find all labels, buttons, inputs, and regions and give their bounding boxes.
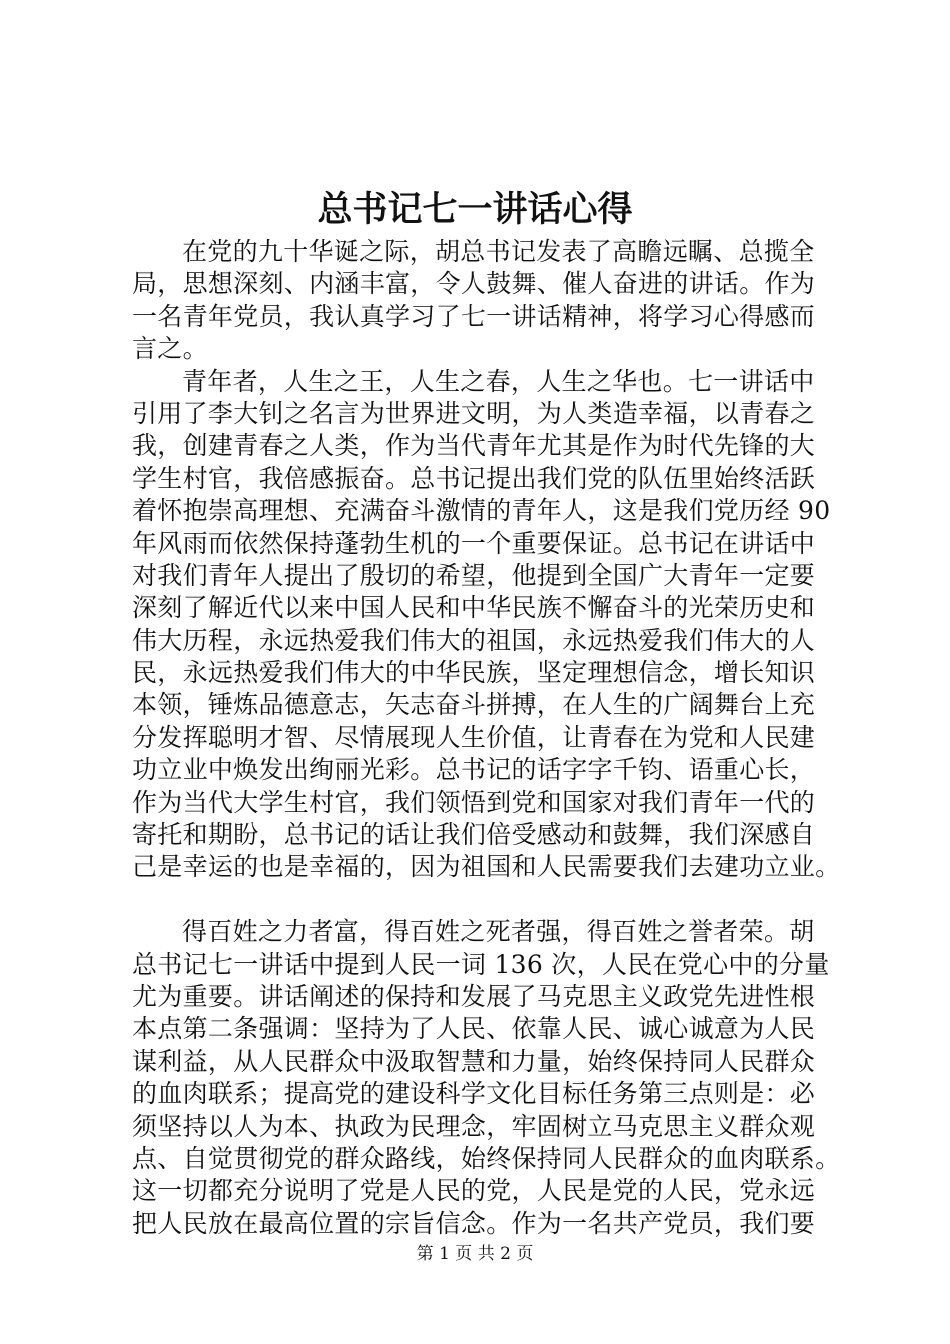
paragraph-spacer	[132, 884, 837, 916]
text-line: 一名青年党员，我认真学习了七一讲话精神，将学习心得感而	[132, 301, 816, 331]
text-line: 本点第二条强调：坚持为了人民、依靠人民、诚心诚意为人民	[132, 1014, 816, 1044]
text-line: 这一切都充分说明了党是人民的党，人民是党的人民，党永远	[132, 1176, 816, 1206]
text-line: 尤为重要。讲话阐述的保持和发展了马克思主义政党先进性根	[132, 981, 816, 1011]
text-line: 伟大历程，永远热爱我们伟大的祖国，永远热爱我们伟大的人	[132, 625, 816, 655]
text-line: 的血肉联系；提高党的建设科学文化目标任务第三点则是：必	[132, 1079, 816, 1109]
text-line: 我，创建青春之人类，作为当代青年尤其是作为时代先锋的大	[132, 431, 816, 461]
text-line: 总书记七一讲话中提到人民一词 136 次，人民在党心中的分量	[132, 949, 830, 979]
text-line: 民，永远热爱我们伟大的中华民族，坚定理想信念，增长知识	[132, 658, 816, 688]
text-line: 青年者，人生之王，人生之春，人生之华也。七一讲话中	[182, 366, 815, 396]
text-line: 把人民放在最高位置的宗旨信念。作为一名共产党员，我们要	[132, 1208, 816, 1238]
text-line: 引用了李大钊之名言为世界进文明，为人类造幸福，以青春之	[132, 398, 816, 428]
text-line: 学生村官，我倍感振奋。总书记提出我们党的队伍里始终活跃	[132, 463, 816, 493]
text-line: 功立业中焕发出绚丽光彩。总书记的话字字千钧、语重心长，	[132, 755, 816, 785]
text-line: 在党的九十华诞之际，胡总书记发表了高瞻远瞩、总揽全	[182, 237, 815, 266]
text-line: 分发挥聪明才智、尽情展现人生价值，让青春在为党和人民建	[132, 722, 816, 752]
document-body	[132, 236, 841, 1240]
text-line: 得百姓之力者富，得百姓之死者强，得百姓之誉者荣。胡	[182, 917, 815, 947]
text-line: 须坚持以人为本、执政为民理念，牢固树立马克思主义群众观	[132, 1111, 816, 1141]
text-line: 己是幸运的也是幸福的，因为祖国和人民需要我们去建功立业。	[132, 852, 841, 882]
text-line: 深刻了解近代以来中国人民和中华民族不懈奋斗的光荣历史和	[132, 593, 816, 623]
text-line: 本领，锤炼品德意志，矢志奋斗拼搏，在人生的广阔舞台上充	[132, 690, 816, 720]
text-line: 作为当代大学生村官，我们领悟到党和国家对我们青年一代的	[132, 787, 816, 817]
document-title: 总书记七一讲话心得	[317, 189, 633, 230]
text-line: 年风雨而依然保持蓬勃生机的一个重要保证。总书记在讲话中	[132, 528, 816, 558]
text-line: 着怀抱崇高理想、充满奋斗激情的青年人，这是我们党历经 90	[132, 496, 831, 526]
text-line: 对我们青年人提出了殷切的希望，他提到全国广大青年一定要	[132, 560, 816, 590]
text-line: 言之。	[132, 334, 208, 364]
page-footer: 第 1 页 共 2 页	[416, 1244, 534, 1264]
text-line: 点、自觉贯彻党的群众路线，始终保持同人民群众的血肉联系。	[132, 1143, 841, 1173]
text-line: 局，思想深刻、内涵丰富，令人鼓舞、催人奋进的讲话。作为	[132, 269, 816, 299]
text-line: 谋利益，从人民群众中汲取智慧和力量，始终保持同人民群众	[132, 1046, 816, 1076]
text-line: 寄托和期盼，总书记的话让我们倍受感动和鼓舞，我们深感自	[132, 820, 816, 850]
